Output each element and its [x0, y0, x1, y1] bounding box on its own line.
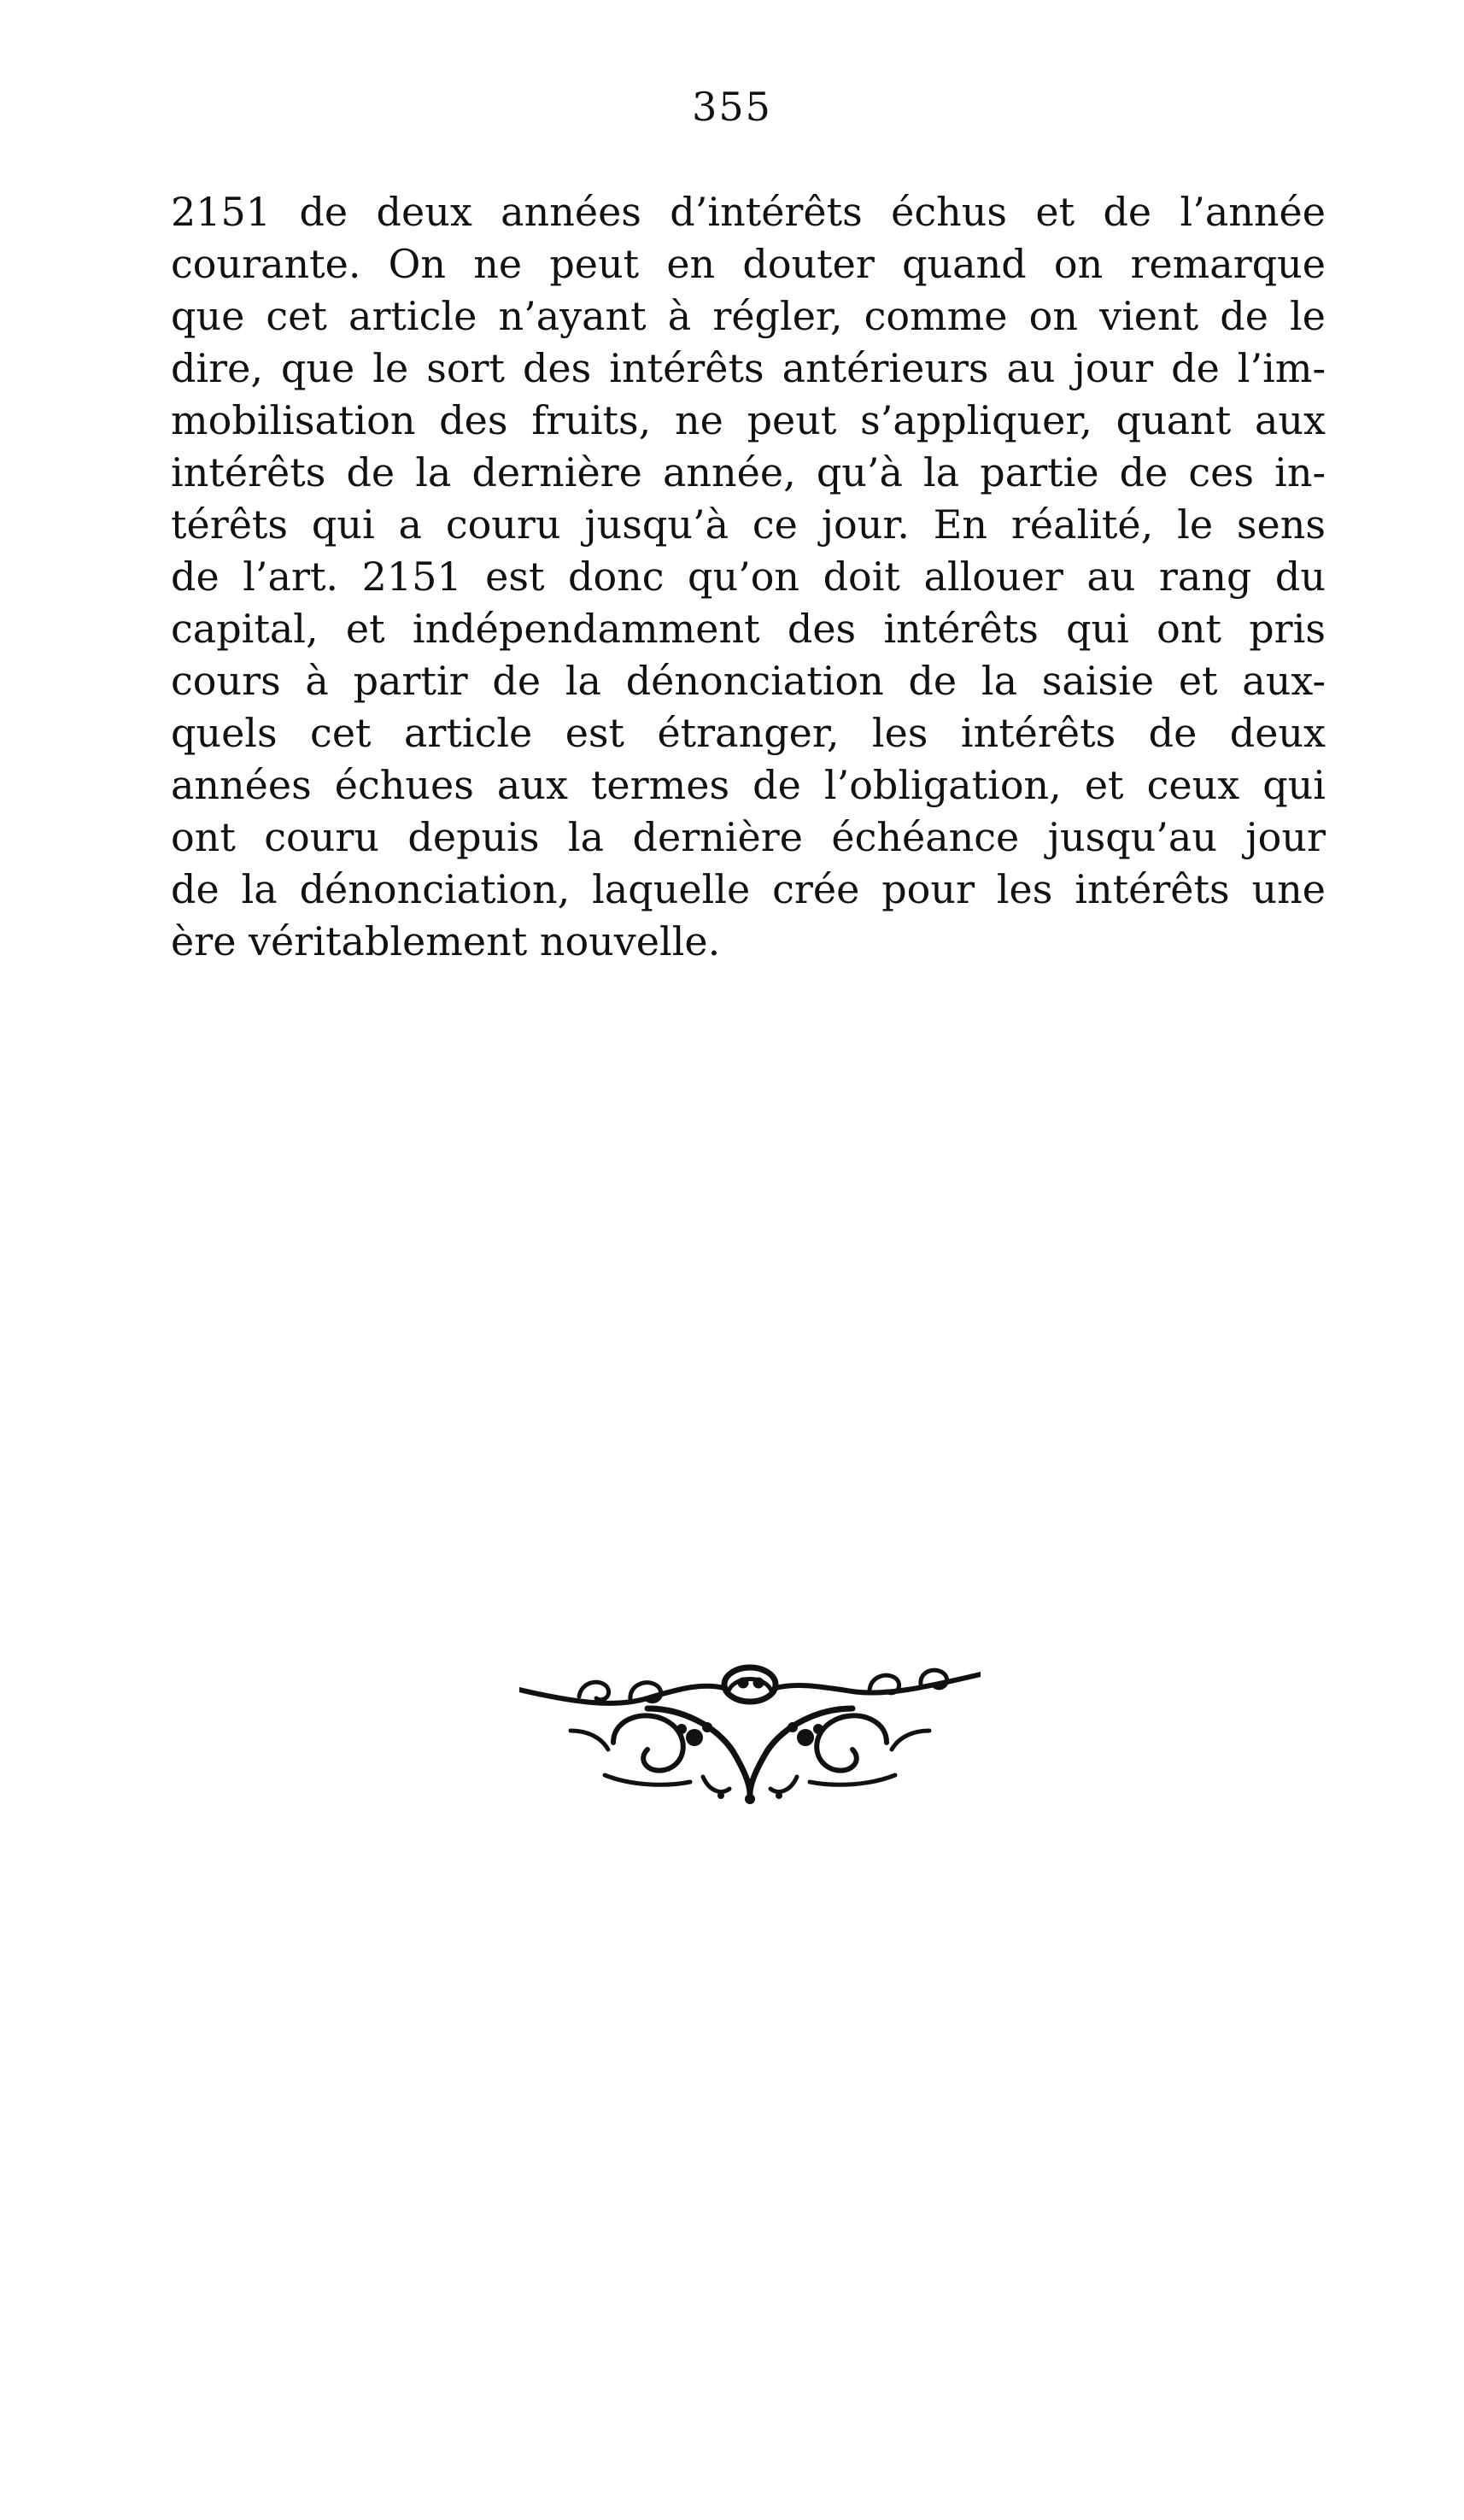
text-line: quels cet article est étranger, les intérêts de deux — [171, 710, 1326, 756]
body-paragraph — [171, 186, 1326, 968]
text-line: ère véritablement nouvelle. — [171, 918, 721, 964]
text-line: de la dénonciation, laquelle crée pour les intérêts une — [171, 866, 1326, 912]
text-line: capital, et indépendamment des intérêts qui ont pris — [171, 606, 1326, 652]
text-line: de l’art. 2151 est donc qu’on doit allouer au rang du — [171, 554, 1326, 600]
text-line: que cet article n’ayant à régler, comme on vient de le — [171, 293, 1326, 339]
text-line: intérêts de la dernière année, qu’à la partie de ces in- — [171, 449, 1326, 495]
text-line: ont couru depuis la dernière échéance jusqu’au jour — [171, 814, 1326, 860]
text-line: dire, que le sort des intérêts antérieurs au jour de l’im- — [171, 345, 1326, 391]
text-line: courante. On ne peut en douter quand on remarque — [171, 241, 1326, 287]
text-line: années échues aux termes de l’obligation, et ceux qui — [171, 762, 1326, 808]
text-line: 2151 de deux années d’intérêts échus et de l’année — [171, 189, 1326, 235]
text-line: mobilisation des fruits, ne peut s’appliquer, quant aux — [171, 397, 1326, 443]
text-line: cours à partir de la dénonciation de la saisie et aux- — [171, 658, 1326, 704]
page-number: 355 — [692, 84, 772, 130]
vignette-ornament-icon — [519, 1649, 981, 1811]
text-line: térêts qui a couru jusqu’à ce jour. En réalité, le sens — [171, 501, 1326, 548]
